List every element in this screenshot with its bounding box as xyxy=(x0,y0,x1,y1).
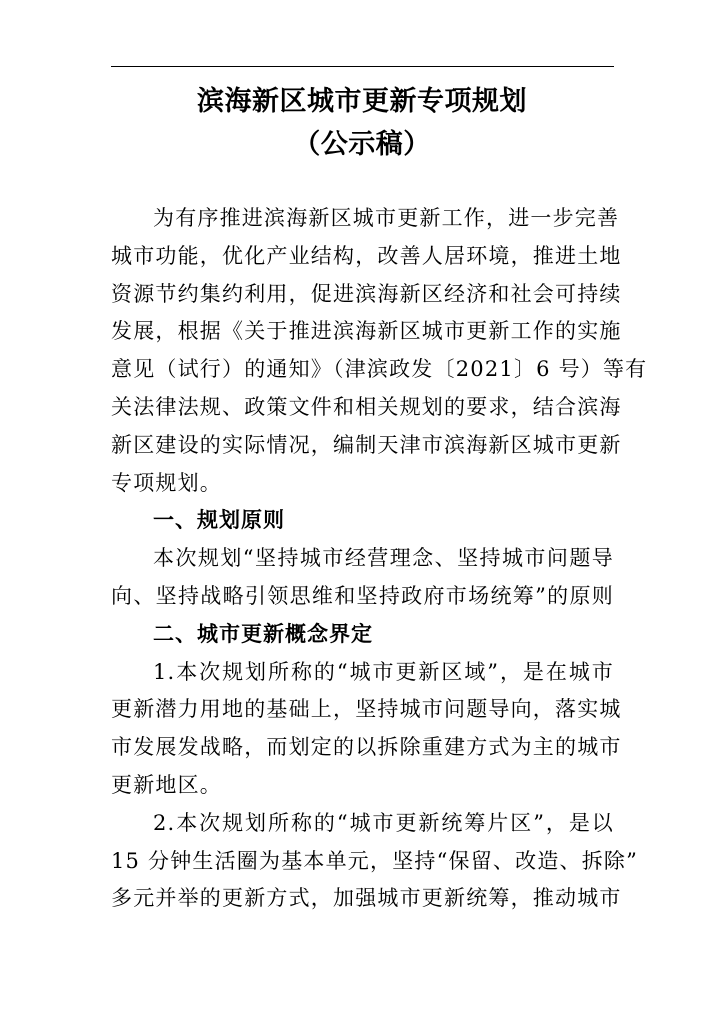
intro-line: 发展，根据《关于推进滨海新区城市更新工作的实施 xyxy=(111,319,622,344)
intro-line: 为有序推进滨海新区城市更新工作，进一步完善 xyxy=(153,206,620,230)
definition-line: 15 分钟生活圈为基本单元，坚持“保留、改造、拆除” xyxy=(111,848,639,873)
header-rule xyxy=(111,66,614,67)
section-heading-principles: 一、规划原则 xyxy=(153,508,285,533)
principles-paragraph xyxy=(111,540,614,616)
intro-line: 意见（试行）的通知》（津滨政发〔2021〕6 号）等有 xyxy=(111,357,648,382)
definition-line: 市发展发战略，而划定的以拆除重建方式为主的城市 xyxy=(111,735,622,760)
intro-line: 关法律法规、政策文件和相关规划的要求，结合滨海 xyxy=(111,394,622,419)
intro-line: 城市功能，优化产业结构，改善人居环境，推进土地 xyxy=(111,243,622,268)
document-body xyxy=(111,200,648,918)
intro-line: 新区建设的实际情况，编制天津市滨海新区城市更新 xyxy=(111,432,622,457)
section-heading-definitions: 二、城市更新概念界定 xyxy=(153,621,373,646)
definition-item-1 xyxy=(111,654,622,805)
principles-line: 向、坚持战略引领思维和坚持政府市场统筹”的原则 xyxy=(111,583,614,608)
definition-item-2 xyxy=(111,805,639,918)
intro-paragraph xyxy=(111,200,648,502)
definition-line: 1.本次规划所称的“城市更新区域”，是在城市 xyxy=(153,659,614,684)
intro-line: 专项规划。 xyxy=(111,470,222,495)
definition-line: 2.本次规划所称的“城市更新统筹片区”，是以 xyxy=(153,810,614,835)
intro-line: 资源节约集约利用，促进滨海新区经济和社会可持续 xyxy=(111,281,622,306)
definition-line: 更新地区。 xyxy=(111,772,222,797)
document-title: 滨海新区城市更新专项规划 xyxy=(197,86,527,117)
definition-line: 多元并举的更新方式，加强城市更新统筹，推动城市 xyxy=(111,886,622,911)
principles-line: 本次规划“坚持城市经营理念、坚持城市问题导 xyxy=(153,546,614,571)
definition-line: 更新潜力用地的基础上，坚持城市问题导向，落实城 xyxy=(111,697,622,722)
document-subtitle: （公示稿） xyxy=(293,129,431,160)
